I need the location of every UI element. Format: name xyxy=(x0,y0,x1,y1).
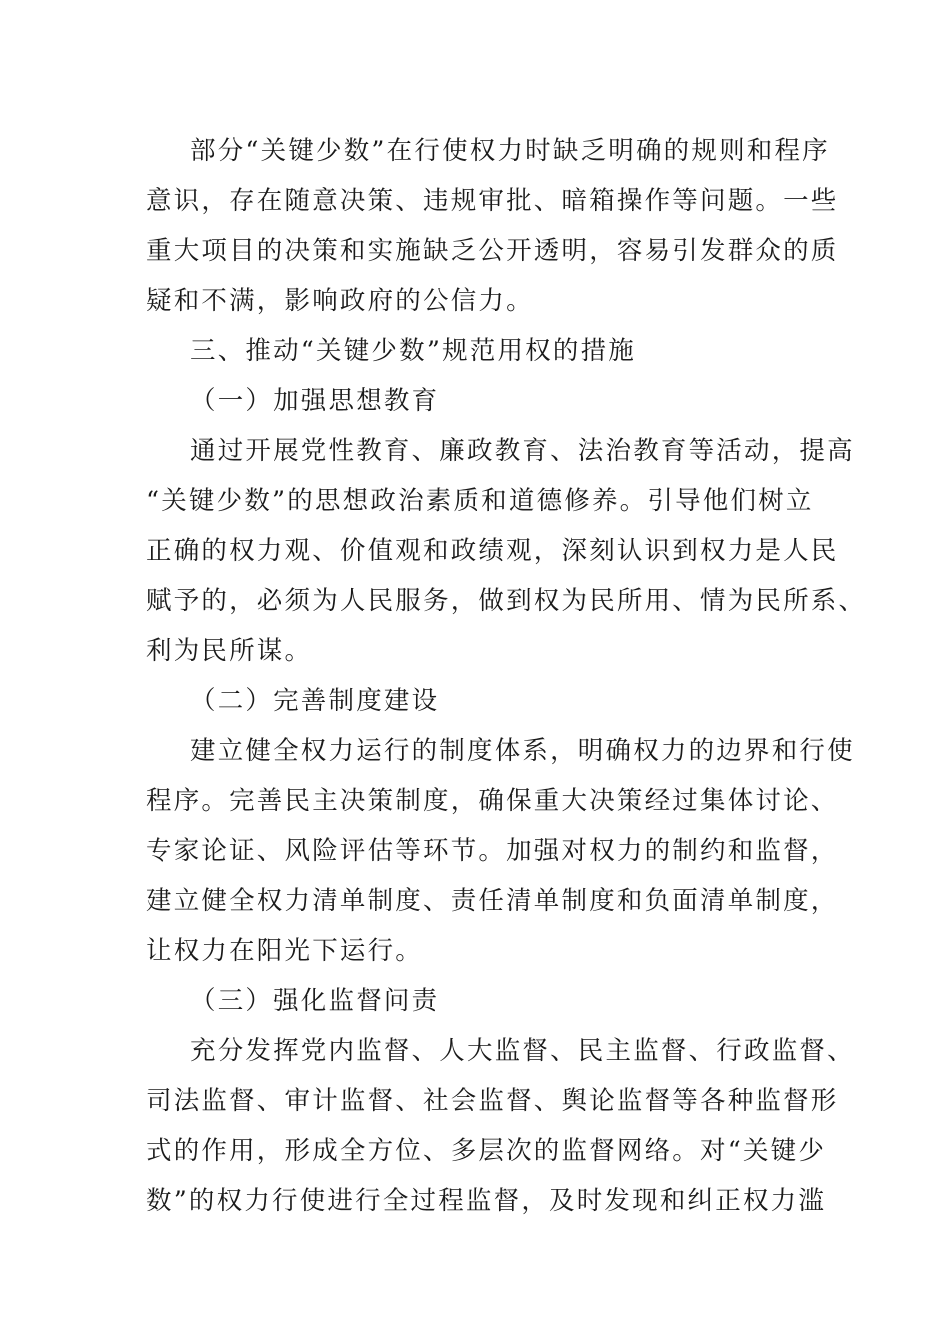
paragraph-line: 程序。完善民主决策制度，确保重大决策经过集体讨论、 xyxy=(146,786,839,816)
paragraph-line: 赋予的，必须为人民服务，做到权为民所用、情为民所系、 xyxy=(146,586,867,616)
subsection-heading: （一）加强思想教育 xyxy=(190,386,440,416)
paragraph-line: 数”的权力行使进行全过程监督，及时发现和纠正权力滥 xyxy=(146,1186,827,1216)
paragraph-line: 建立健全权力运行的制度体系，明确权力的边界和行使 xyxy=(190,736,855,766)
paragraph-line: 让权力在阳光下运行。 xyxy=(146,936,424,966)
paragraph-line: 部分“关键少数”在行使权力时缺乏明确的规则和程序 xyxy=(190,136,830,166)
paragraph-line: 利为民所谋。 xyxy=(146,636,313,666)
paragraph-line: 意识，存在随意决策、违规审批、暗箱操作等问题。一些 xyxy=(146,186,839,216)
paragraph-line: 式的作用，形成全方位、多层次的监督网络。对“关键少 xyxy=(146,1136,827,1166)
paragraph-line: 疑和不满，影响政府的公信力。 xyxy=(146,286,534,316)
paragraph-line: 建立健全权力清单制度、责任清单制度和负面清单制度， xyxy=(146,886,839,916)
paragraph-line: 正确的权力观、价值观和政绩观，深刻认识到权力是人民 xyxy=(146,536,839,566)
paragraph-line: 充分发挥党内监督、人大监督、民主监督、行政监督、 xyxy=(190,1036,855,1066)
paragraph-line: 通过开展党性教育、廉政教育、法治教育等活动，提高 xyxy=(190,436,855,466)
paragraph-line: “关键少数”的思想政治素质和道德修养。引导他们树立 xyxy=(146,486,814,516)
paragraph-line: 司法监督、审计监督、社会监督、舆论监督等各种监督形 xyxy=(146,1086,839,1116)
paragraph-line: 专家论证、风险评估等环节。加强对权力的制约和监督， xyxy=(146,836,839,866)
section-heading: 三、推动“关键少数”规范用权的措施 xyxy=(190,336,636,366)
paragraph-line: 重大项目的决策和实施缺乏公开透明，容易引发群众的质 xyxy=(146,236,839,266)
subsection-heading: （三）强化监督问责 xyxy=(190,986,440,1016)
subsection-heading: （二）完善制度建设 xyxy=(190,686,440,716)
